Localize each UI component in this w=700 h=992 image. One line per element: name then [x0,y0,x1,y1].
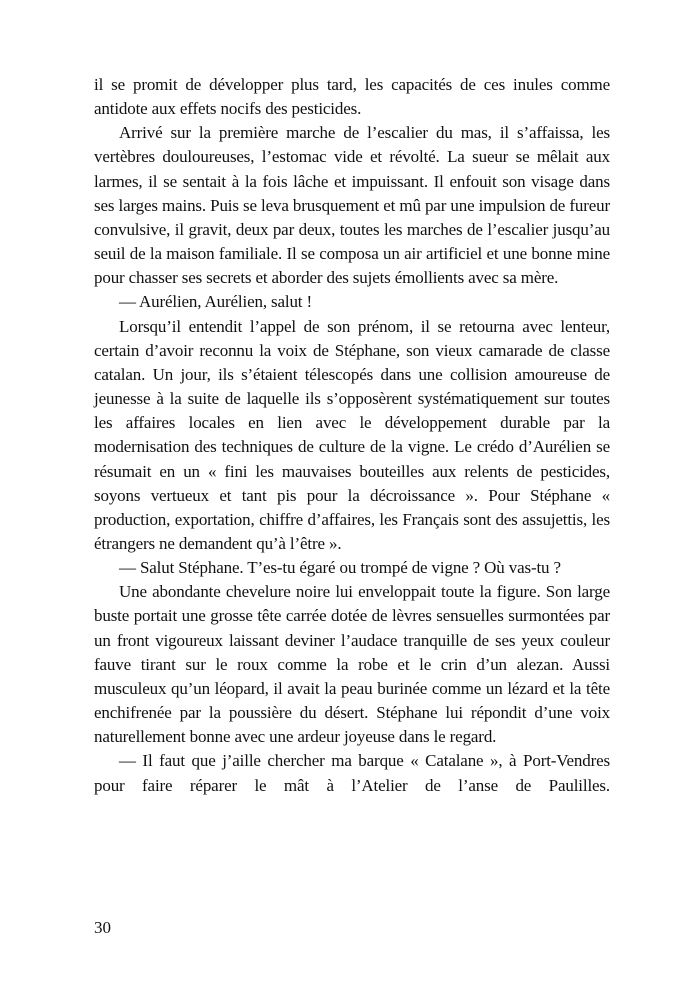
body-text [94,73,610,798]
paragraph-4: Une abondante chevelure noire lui enveloppait toute la figure. Son large buste portait une grosse tête carrée dotée de lèvres sensuelles surmontées par un front vigoureux laissant deviner l’audace tranquille de ses yeux couleur fauve tirant sur le roux comme la robe et le crin d’un alezan. Aussi musculeux qu’un léopard, il avait la peau burinée comme un lézard et la tête enchifrenée par la poussière du désert. Stéphane lui répondit d’une voix naturellement bonne avec une ardeur joyeuse dans le regard. [94,582,610,747]
paragraph-2: Arrivé sur la première marche de l’escalier du mas, il s’affaissa, les vertèbres douloureuses, l’estomac vide et révolté. La sueur se mêlait aux larmes, il se sentait à la fois lâche et impuissant. Il enfouit son visage dans ses larges mains. Puis se leva brusquement et mû par une impulsion de fureur convulsive, il gravit, deux par deux, toutes les marches de l’escalier jusqu’au seuil de la maison familiale. Il se composa un air artificiel et une bonne mine pour chasser ses secrets et aborder des sujets émollients avec sa mère. [94,123,610,288]
dialogue-line-2: — Salut Stéphane. T’es-tu égaré ou trompé de vigne ? Où vas-tu ? [119,558,561,578]
page-number: 30 [94,918,111,937]
dialogue-line-3: — Il faut que j’aille chercher ma barque « Catalane », à Port-Vendres pour faire réparer le mât à l’Atelier de l’anse de Paulilles. [94,751,610,795]
paragraph-3: Lorsqu’il entendit l’appel de son prénom, il se retourna avec lenteur, certain d’avoir reconnu la voix de Stéphane, son vieux camarade de classe catalan. Un jour, ils s’étaient télescopés dans une collision amoureuse de jeunesse à la suite de laquelle ils s’opposèrent systématiquement sur toutes les affaires locales en lien avec le développement durable par la modernisation des techniques de culture de la vigne. Le crédo d’Aurélien se résumait en un « fini les mauvaises bouteilles aux relents de pesticides, soyons vertueux et tant pis pour la décroissance ». Pour Stéphane « production, exportation, chiffre d’affaires, les Français sont des assujettis, les étrangers ne demandent qu’à l’être ». [94,316,610,553]
dialogue-line-1: — Aurélien, Aurélien, salut ! [119,292,312,312]
paragraph-1: il se promit de développer plus tard, les capacités de ces inules comme antidote aux effets nocifs des pesticides. [94,75,610,119]
